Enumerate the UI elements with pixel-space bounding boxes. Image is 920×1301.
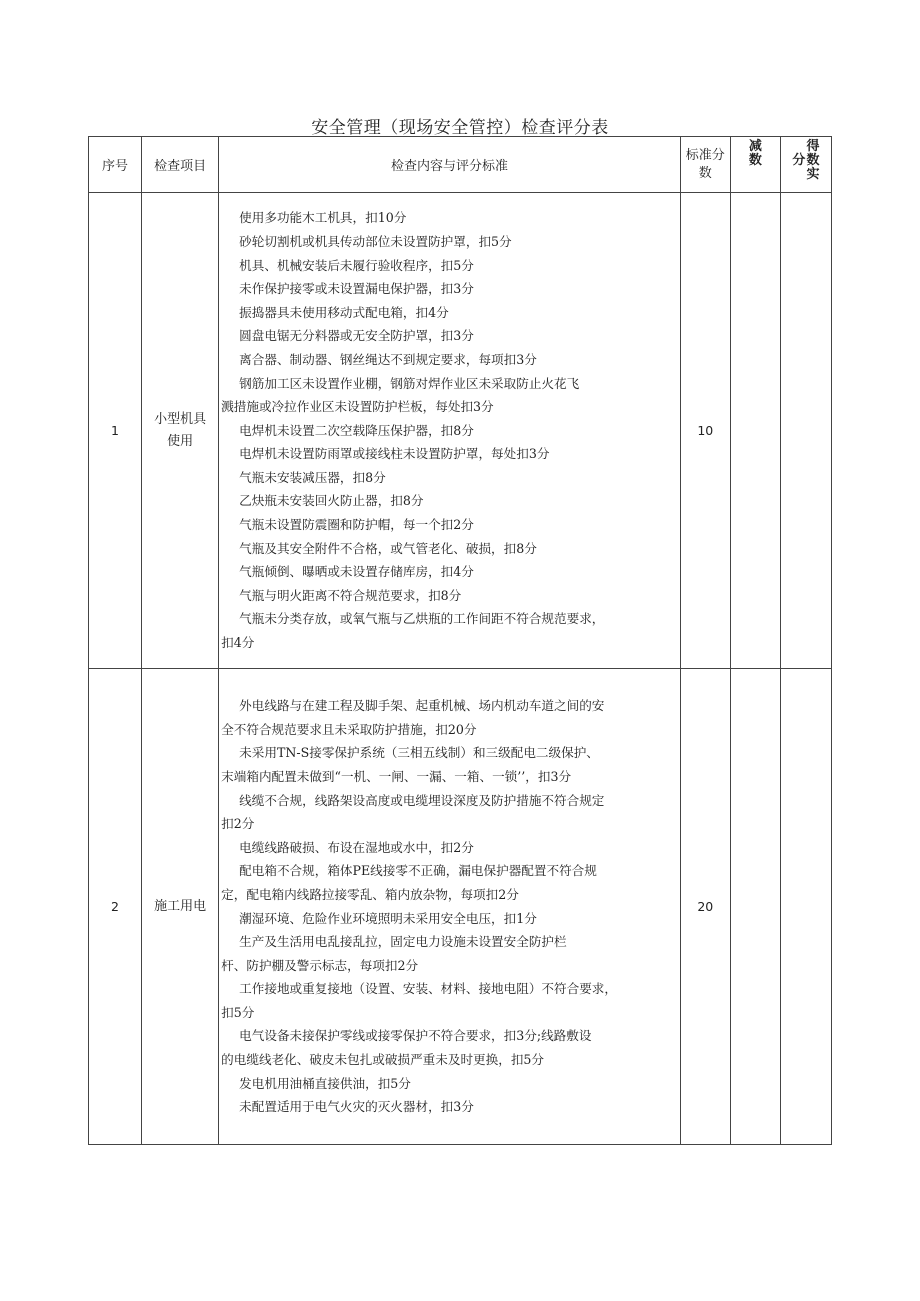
content-line: 外电线路与在建工程及脚手架、起重机械、场内机动车道之间的安 [239,698,605,714]
header-item: 检查项目 [142,137,219,193]
content-line: 气瓶倾倒、曝晒或未设置存储库房，扣4分 [239,564,474,580]
inspection-item [142,193,219,669]
header-standard-score-line1: 标准分 [685,147,725,163]
content-line: 电气设备未接保护零线或接零保护不符合要求，扣3分;线路敷设 [239,1028,592,1044]
header-standard-score [680,137,730,193]
header-standard-score-line2: 数 [698,165,712,181]
content-line: 未采用TN-S接零保护系统（三相五线制）和三级配电二级保护、 [239,745,599,761]
content-line: 乙炔瓶未安装回火防止器，扣8分 [239,493,424,509]
header-actual-score-line1: 得 [806,139,820,154]
standard-score: 20 [680,669,730,1145]
content-line: 杆、防护棚及警示标志，每项扣2分 [221,957,419,973]
header-actual-score-side: 分 [792,153,806,168]
table-header-row [89,137,832,193]
header-actual-score [780,137,831,193]
content-line: 气瓶未设置防震圈和防护帽，每一个扣2分 [239,517,474,533]
header-actual-score-line3: 实 [806,167,820,182]
table-row [89,193,832,669]
content-line: 扣5分 [221,1004,255,1020]
page-title: 安全管理（现场安全管控）检查评分表 [311,118,609,138]
header-deduction-line1: 减 [748,139,762,154]
content-line: 末端箱内配置未做到“一机、一闸、一漏、一箱、一锁’’，扣3分 [221,768,572,784]
content-line: 发电机用油桶直接供油，扣5分 [239,1075,411,1091]
score-table [88,136,832,1145]
table-row [89,669,832,1145]
content-line: 电焊机未设置二次空载降压保护器，扣8分 [239,422,474,438]
content-line: 电缆线路破损、布设在湿地或水中，扣2分 [239,839,474,855]
inspection-item-line1: 施工用电 [154,898,207,914]
content-line: 配电箱不合规，箱体PE线接零不正确，漏电保护器配置不符合规 [239,863,597,879]
content-line: 圆盘电锯无分料器或无安全防护罩，扣3分 [239,328,474,344]
content-line: 潮湿环境、危险作业环境照明未采用安全电压，扣1分 [239,910,537,926]
content-line: 使用多功能木工机具，扣10分 [239,210,407,226]
content-line: 电焊机未设置防雨罩或接线柱未设置防护罩，每处扣3分 [239,446,550,462]
content-line: 生产及生活用电乱接乱拉，固定电力设施未设置安全防护栏 [239,934,567,950]
content-line: 未配置适用于电气火灾的灭火器材，扣3分 [239,1099,474,1115]
deduction-cell [730,193,780,669]
content-line: 扣2分 [221,816,255,832]
inspection-item-line1: 小型机具 [154,411,207,427]
content-line: 未作保护接零或未设置漏电保护器，扣3分 [239,281,474,297]
content-line: 机具、机械安装后未履行验收程序，扣5分 [239,257,474,273]
inspection-item [142,669,219,1145]
content-line: 振捣器具未使用移动式配电箱，扣4分 [239,304,449,320]
deduction-cell [730,669,780,1145]
header-content: 检查内容与评分标准 [219,137,681,193]
row-number: 1 [89,193,142,669]
content-line: 定，配电箱内线路拉接零乱、箱内放杂物，每项扣2分 [221,886,519,902]
content-line: 溅措施或冷拉作业区未设置防护栏板，每处扣3分 [221,399,494,415]
content-line: 气瓶未分类存放，或氧气瓶与乙烘瓶的工作间距不符合规范要求， [239,611,605,627]
content-line: 的电缆线老化、破皮未包扎或破损严重未及时更换，扣5分 [221,1052,545,1068]
inspection-item-line2: 使用 [167,433,194,449]
content-line: 气瓶及其安全附件不合格，或气管老化、破损，扣8分 [239,540,537,556]
header-actual-score-line2: 数 [806,153,820,168]
content-line: 气瓶与明火距离不符合规范要求，扣8分 [239,587,462,603]
actual-score-cell [780,193,831,669]
inspection-content [219,669,681,1145]
header-deduction [730,137,780,193]
row-number: 2 [89,669,142,1145]
content-line: 气瓶未安装减压器，扣8分 [239,469,386,485]
content-line: 工作接地或重复接地（设置、安装、材料、接地电阻）不符合要求， [239,981,617,997]
header-no: 序号 [89,137,142,193]
content-line: 全不符合规范要求且未采取防护措施，扣20分 [221,721,477,737]
inspection-content [219,193,681,669]
standard-score: 10 [680,193,730,669]
content-line: 离合器、制动器、钢丝绳达不到规定要求，每项扣3分 [239,351,537,367]
content-line: 钢筋加工区未设置作业棚，钢筋对焊作业区未采取防止火花飞 [239,375,580,391]
content-line: 线缆不合规，线路架设高度或电缆埋设深度及防护措施不符合规定 [239,792,605,808]
actual-score-cell [780,669,831,1145]
content-line: 扣4分 [221,635,255,651]
content-line: 砂轮切割机或机具传动部位未设置防护罩，扣5分 [239,233,512,249]
header-deduction-line2: 数 [748,153,762,168]
